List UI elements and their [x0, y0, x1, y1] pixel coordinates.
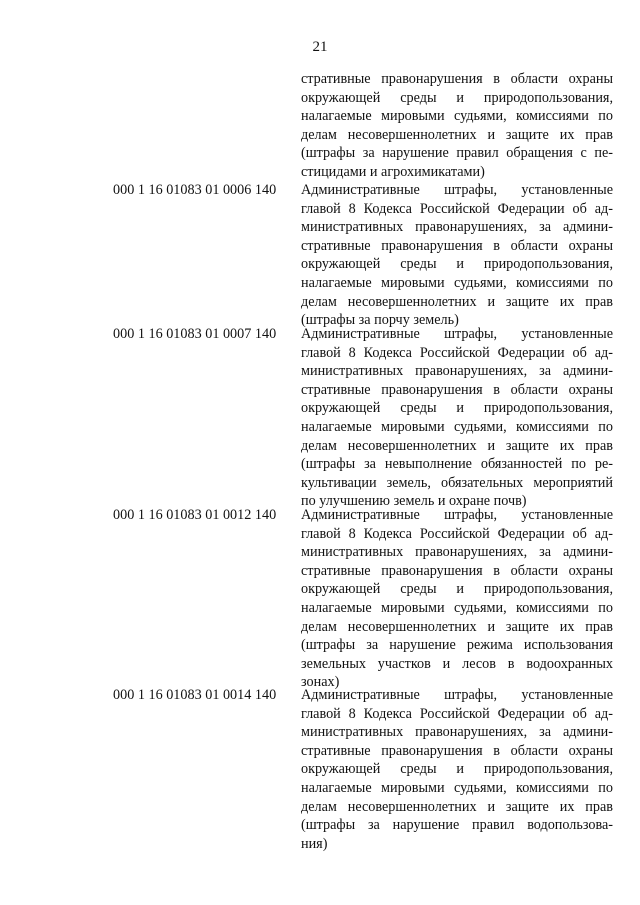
- description-line: налагаемые мировыми судьями, комиссиями по: [301, 599, 613, 616]
- description-line: главой 8 Кодекса Российской Федерации об ад-: [301, 525, 613, 542]
- revenue-code: 000 1 16 01083 01 0012 140: [113, 507, 277, 523]
- description-line: министративных правонарушениях, за админи-: [301, 544, 613, 561]
- page-number: 21: [312, 39, 328, 55]
- table-row: [0, 70, 640, 182]
- description-line: Административные штрафы, установленные: [301, 326, 613, 342]
- description-line: окружающей среды и природопользования,: [301, 581, 613, 598]
- description-line: земельных участков и лесов в водоохранных: [301, 655, 613, 672]
- description-line: делам несовершеннолетних и защите их прав: [301, 798, 613, 815]
- description-line: стративные правонарушения в области охраны: [301, 71, 613, 87]
- description-line: (штрафы за нарушение режима использования: [301, 637, 613, 654]
- description-line: главой 8 Кодекса Российской Федерации об ад-: [301, 200, 613, 217]
- description-line: (штрафы за невыполнение обязанностей по ре-: [301, 456, 613, 473]
- table-row: [0, 686, 640, 853]
- table-row: [0, 325, 640, 511]
- description-line: культивации земель, обязательных мероприятий: [301, 474, 613, 491]
- description-line: окружающей среды и природопользования,: [301, 89, 613, 106]
- description-line: министративных правонарушениях, за админи-: [301, 724, 613, 741]
- description-line: министративных правонарушениях, за админи-: [301, 219, 613, 236]
- description-line: налагаемые мировыми судьями, комиссиями по: [301, 274, 613, 291]
- description-line: делам несовершеннолетних и защите их прав: [301, 293, 613, 310]
- description-line: окружающей среды и природопользования,: [301, 256, 613, 273]
- description-line: Административные штрафы, установленные: [301, 687, 613, 703]
- description-line: главой 8 Кодекса Российской Федерации об ад-: [301, 705, 613, 722]
- description-line: делам несовершеннолетних и защите их прав: [301, 437, 613, 454]
- description-line: (штрафы за нарушение правил обращения с пе-: [301, 145, 613, 162]
- description-line: налагаемые мировыми судьями, комиссиями по: [301, 779, 613, 796]
- description-line: Административные штрафы, установленные: [301, 507, 613, 523]
- description-line: налагаемые мировыми судьями, комиссиями по: [301, 418, 613, 435]
- description-line: делам несовершеннолетних и защите их прав: [301, 126, 613, 143]
- description-line: налагаемые мировыми судьями, комиссиями по: [301, 108, 613, 125]
- description-line: по улучшению земель и охране почв): [301, 493, 527, 510]
- description-line: делам несовершеннолетних и защите их прав: [301, 618, 613, 635]
- description-line: стративные правонарушения в области охраны: [301, 237, 613, 254]
- revenue-description: [301, 70, 613, 182]
- description-line: стративные правонарушения в области охраны: [301, 381, 613, 398]
- description-line: главой 8 Кодекса Российской Федерации об ад-: [301, 344, 613, 361]
- description-line: Административные штрафы, установленные: [301, 182, 613, 198]
- description-line: (штрафы за порчу земель): [301, 312, 459, 329]
- description-line: стративные правонарушения в области охраны: [301, 742, 613, 759]
- description-line: окружающей среды и природопользования,: [301, 761, 613, 778]
- revenue-code: 000 1 16 01083 01 0006 140: [113, 182, 277, 198]
- revenue-code: 000 1 16 01083 01 0014 140: [113, 687, 277, 703]
- revenue-description: [301, 506, 613, 692]
- revenue-code: 000 1 16 01083 01 0007 140: [113, 326, 277, 342]
- table-row: [0, 181, 640, 330]
- description-line: окружающей среды и природопользования,: [301, 400, 613, 417]
- description-line: зонах): [301, 674, 340, 691]
- description-line: стративные правонарушения в области охраны: [301, 562, 613, 579]
- revenue-description: [301, 325, 613, 511]
- description-line: ния): [301, 835, 328, 852]
- table-row: [0, 506, 640, 692]
- revenue-description: [301, 686, 613, 853]
- description-line: министративных правонарушениях, за админи-: [301, 363, 613, 380]
- description-line: (штрафы за нарушение правил водопользова-: [301, 817, 613, 834]
- revenue-description: [301, 181, 613, 330]
- description-line: стицидами и агрохимикатами): [301, 163, 485, 180]
